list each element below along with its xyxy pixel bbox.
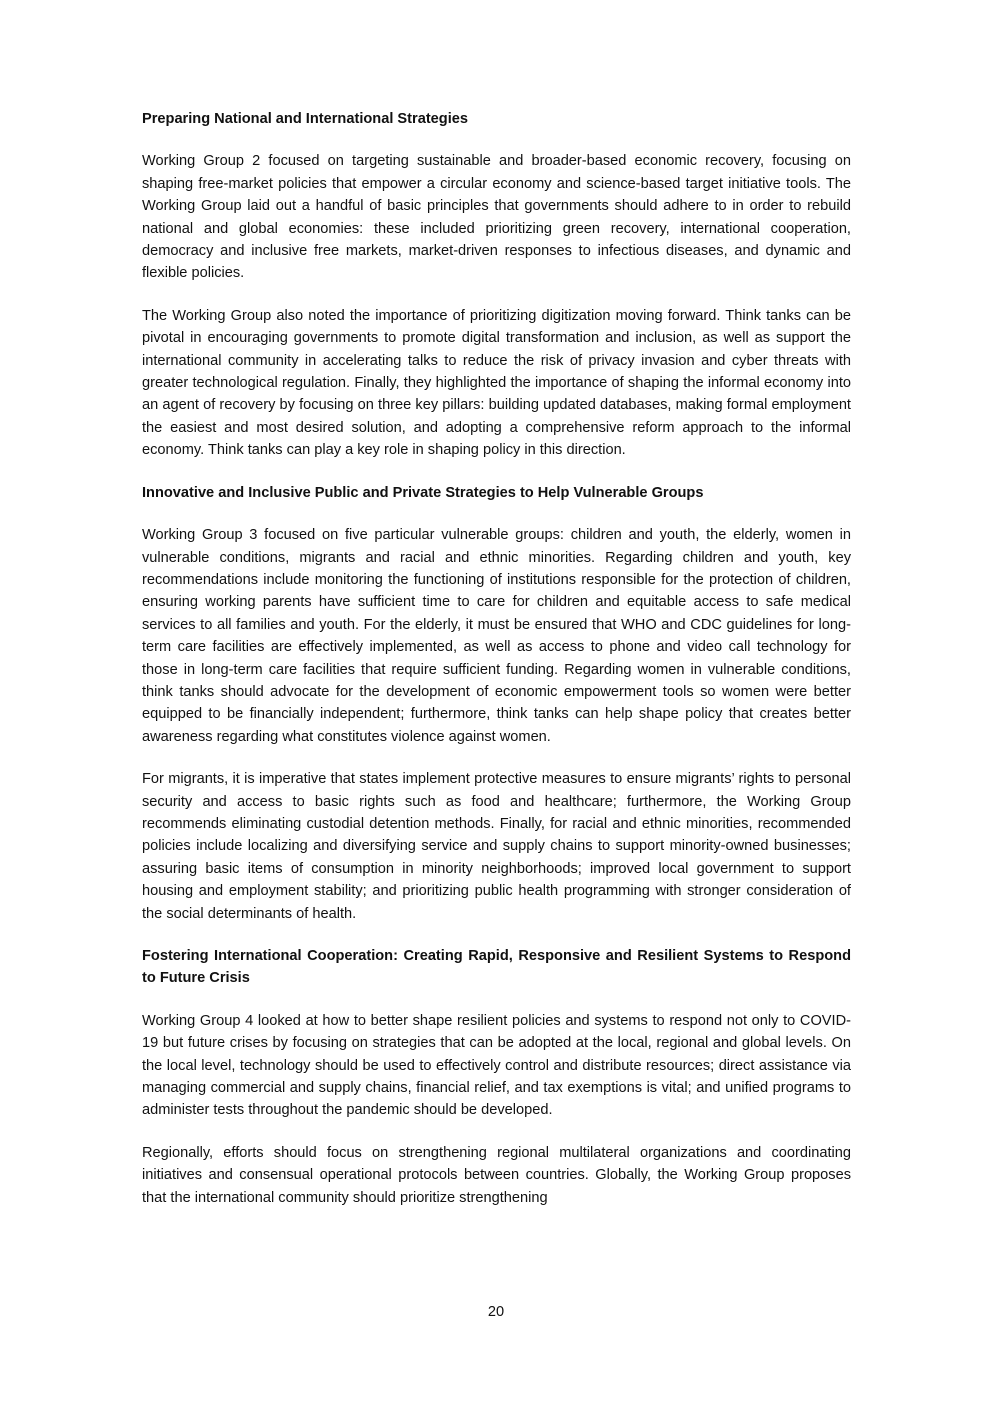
paragraph: Working Group 4 looked at how to better shape resilient policies and systems to respond not only to COVID-19 but future crises by focusing on strategies that can be adopted at the local, regional and global levels. On the local level, technology should be used to effectively control and distribute resources; direct assistance via managing commercial and supply chains, financial relief, and tax exemptions is vital; and unified programs to administer tests throughout the pandemic should be developed. xyxy=(142,1012,851,1119)
section-heading: Innovative and Inclusive Public and Private Strategies to Help Vulnerable Groups xyxy=(142,484,704,501)
paragraph: Working Group 2 focused on targeting sustainable and broader-based economic recovery, focusing on shaping free-market policies that empower a circular economy and science-based target initiative tools. The Working Group laid out a handful of basic principles that governments should adhere to in order to rebuild national and global economies: these included prioritizing green recovery, international cooperation, democracy and inclusive free markets, market-driven responses to infectious diseases, and dynamic and flexible policies. xyxy=(142,153,851,282)
section-heading: Fostering International Cooperation: Creating Rapid, Responsive and Resilient Systems to Respond to Future Crisis xyxy=(142,948,851,987)
paragraph: For migrants, it is imperative that states implement protective measures to ensure migrants’ rights to personal security and access to basic rights such as food and healthcare; furthermore, the Working Group recommends eliminating custodial detention methods. Finally, for racial and ethnic minorities, recommended policies include localizing and diversifying service and supply chains to support minority-owned businesses; assuring basic items of consumption in minority neighborhoods; improved local government to support housing and employment stability; and prioritizing public health programming with stronger consideration of the social determinants of health. xyxy=(142,771,851,922)
paragraph: Regionally, efforts should focus on strengthening regional multilateral organizations and coordinating initiatives and consensual operational protocols between countries. Globally, the Working Group proposes that the international community should prioritize strengthening xyxy=(142,1144,851,1206)
paragraph: The Working Group also noted the importance of prioritizing digitization moving forward. Think tanks can be pivotal in encouraging governments to promote digital transformation and inclusion, as well as support the international community in accelerating talks to reduce the risk of privacy invasion and cyber threats with greater technological regulation. Finally, they highlighted the importance of shaping the informal economy into an agent of recovery by focusing on three key pillars: building updated databases, making formal employment the easiest and most desired solution, and adopting a comprehensive reform approach to the informal economy. Think tanks can play a key role in shaping policy in this direction. xyxy=(142,307,851,459)
paragraph: Working Group 3 focused on five particular vulnerable groups: children and youth, the elderly, women in vulnerable conditions, migrants and racial and ethnic minorities. Regarding children and youth, key recommendations include monitoring the functioning of institutions responsible for the protection of children, ensuring working parents have sufficient time to care for children and equitable access to safe medical services to all families and youth. For the elderly, it must be ensured that WHO and CDC guidelines for long-term care facilities are effectively implemented, as well as access to phone and video call technology for those in long-term care facilities that require sufficient funding. Regarding women in vulnerable conditions, think tanks should advocate for the development of economic empowerment tools so women were better equipped to be financially independent; furthermore, think tanks can help shape policy that creates better awareness regarding what constitutes violence against women. xyxy=(142,527,851,745)
document-page xyxy=(142,108,851,1229)
section-heading: Preparing National and International Strategies xyxy=(142,111,468,127)
page-number: 20 xyxy=(487,1304,505,1320)
